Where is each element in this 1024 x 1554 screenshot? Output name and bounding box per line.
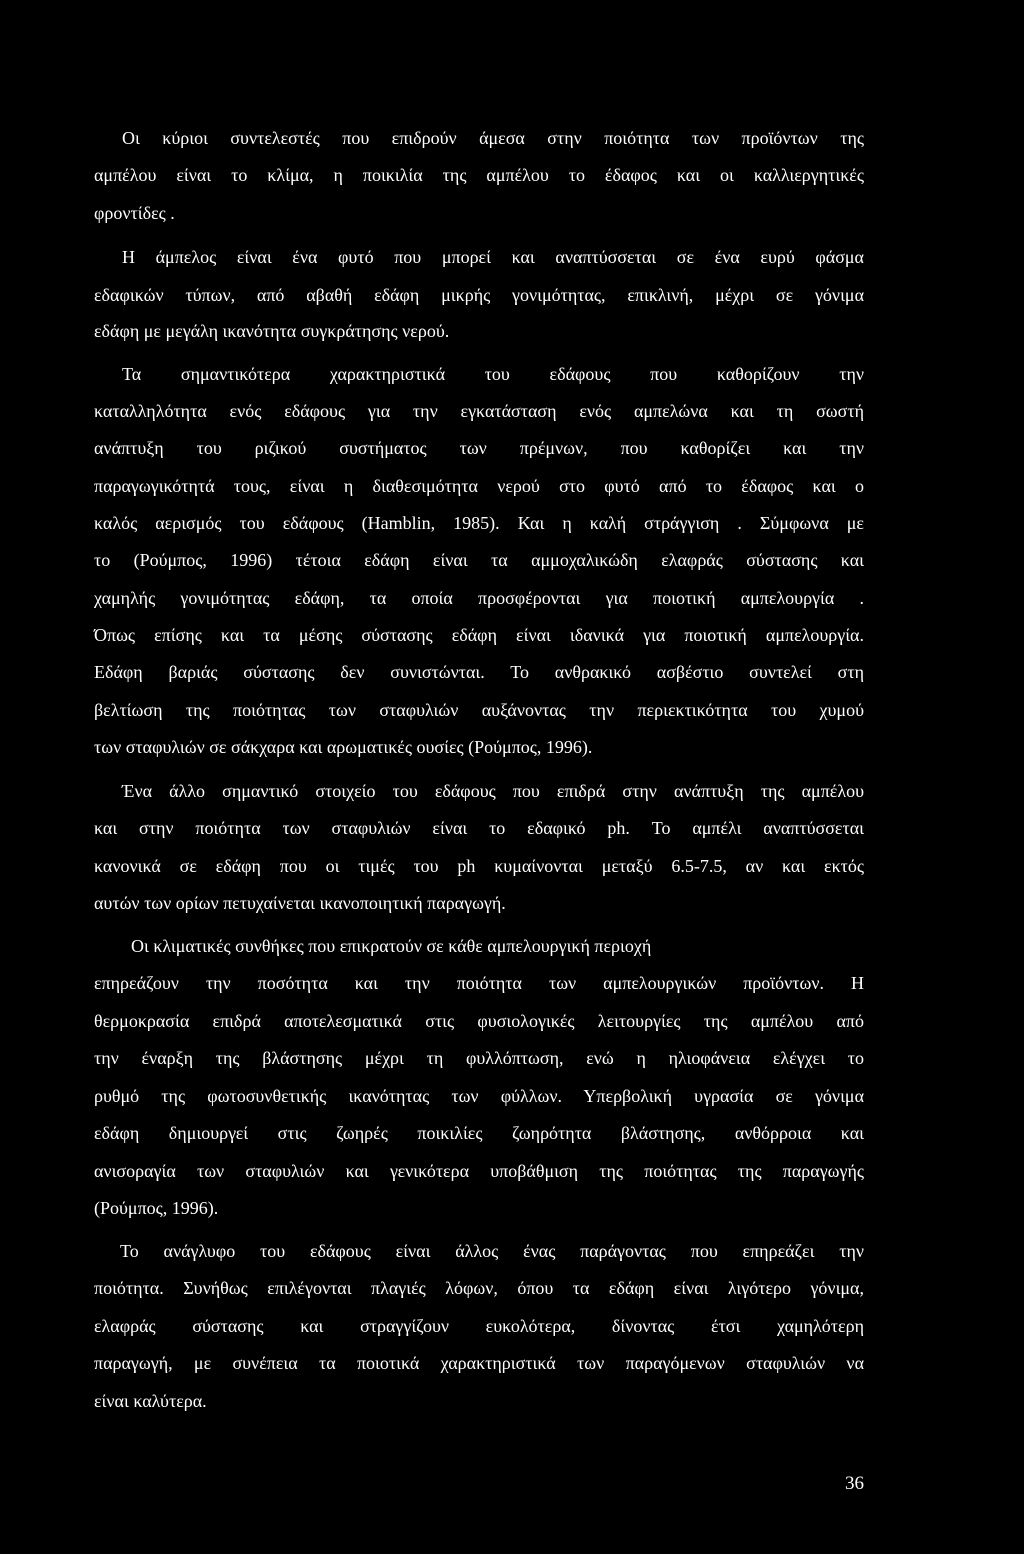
text-line: Οι κλιματικές συνθήκες που επικρατούν σε κάθε αμπελουργική περιοχή xyxy=(131,936,652,956)
text-line: κανονικά σε εδάφη που οι τιμές του ph κυμαίνονται μεταξύ 6.5-7.5, αν και εκτός xyxy=(94,856,864,876)
text-line: Το ανάγλυφο του εδάφους είναι άλλος ένας παράγοντας που επηρεάζει την xyxy=(120,1241,864,1261)
text-line: Ένα άλλο σημαντικό στοιχείο του εδάφους που επιδρά στην ανάπτυξη της αμπέλου xyxy=(122,781,864,801)
text-line: ποιότητα. Συνήθως επιλέγονται πλαγιές λόφων, όπου τα εδάφη είναι λιγότερο γόνιμα, xyxy=(94,1278,864,1298)
text-line: παραγωγή, με συνέπεια τα ποιοτικά χαρακτηριστικά των παραγόμενων σταφυλιών να xyxy=(94,1353,864,1373)
text-line: καταλληλότητα ενός εδάφους για την εγκατάσταση ενός αμπελώνα και τη σωστή xyxy=(94,401,864,421)
text-line: ρυθμό της φωτοσυνθετικής ικανότητας των φύλλων. Υπερβολική υγρασία σε γόνιμα xyxy=(94,1086,864,1106)
text-line: βελτίωση της ποιότητας των σταφυλιών αυξάνοντας την περιεκτικότητα του χυμού xyxy=(94,700,864,720)
text-line: Οι κύριοι συντελεστές που επιδρούν άμεσα στην ποιότητα των προϊόντων της xyxy=(122,128,864,148)
text-line: Τα σημαντικότερα χαρακτηριστικά του εδάφους που καθορίζουν την xyxy=(122,364,864,384)
text-line: φροντίδες . xyxy=(94,203,175,223)
text-line: Όπως επίσης και τα μέσης σύστασης εδάφη είναι ιδανικά για ποιοτική αμπελουργία. xyxy=(94,625,864,645)
text-line: αυτών των ορίων πετυχαίνεται ικανοποιητική παραγωγή. xyxy=(94,893,506,913)
text-line: Εδάφη βαριάς σύστασης δεν συνιστώνται. Το ανθρακικό ασβέστιο συντελεί στη xyxy=(94,662,864,682)
text-line: Η άμπελος είναι ένα φυτό που μπορεί και αναπτύσσεται σε ένα ευρύ φάσμα xyxy=(122,247,864,267)
text-line: είναι καλύτερα. xyxy=(94,1391,207,1411)
text-line: εδαφικών τύπων, από αβαθή εδάφη μικρής γονιμότητας, επικλινή, μέχρι σε γόνιμα xyxy=(94,285,864,305)
text-line: ελαφράς σύστασης και στραγγίζουν ευκολότερα, δίνοντας έτσι χαμηλότερη xyxy=(94,1316,864,1336)
text-line: (Ρούμπος, 1996). xyxy=(94,1198,219,1218)
text-line: εδάφη με μεγάλη ικανότητα συγκράτησης νερού. xyxy=(94,321,450,341)
text-line: παραγωγικότητά τους, είναι η διαθεσιμότητα νερού στο φυτό από το έδαφος και ο xyxy=(94,476,864,496)
text-line: επηρεάζουν την ποσότητα και την ποιότητα των αμπελουργικών προϊόντων. Η xyxy=(94,973,864,993)
page-number: 36 xyxy=(845,1473,864,1494)
text-line: καλός αερισμός του εδάφους (Hamblin, 1985). Και η καλή στράγγιση . Σύμφωνα με xyxy=(94,513,864,533)
text-line: αμπέλου είναι το κλίμα, η ποικιλία της αμπέλου το έδαφος και οι καλλιεργητικές xyxy=(94,165,864,185)
text-line: και στην ποιότητα των σταφυλιών είναι το εδαφικό ph. Το αμπέλι αναπτύσσεται xyxy=(94,818,864,838)
text-line: εδάφη δημιουργεί στις ζωηρές ποικιλίες ζωηρότητα βλάστησης, ανθόρροια και xyxy=(94,1123,864,1143)
text-line: χαμηλής γονιμότητας εδάφη, τα οποία προσφέρονται για ποιοτική αμπελουργία . xyxy=(94,588,864,608)
text-line: θερμοκρασία επιδρά αποτελεσματικά στις φυσιολογικές λειτουργίες της αμπέλου από xyxy=(94,1011,864,1031)
text-line: το (Ρούμπος, 1996) τέτοια εδάφη είναι τα αμμοχαλικώδη ελαφράς σύστασης και xyxy=(94,550,864,570)
text-line: των σταφυλιών σε σάκχαρα και αρωματικές ουσίες (Ρούμπος, 1996). xyxy=(94,737,593,757)
text-line: την έναρξη της βλάστησης μέχρι τη φυλλόπτωση, ενώ η ηλιοφάνεια ελέγχει το xyxy=(94,1048,864,1068)
text-line: ανάπτυξη του ριζικού συστήματος των πρέμνων, που καθορίζει και την xyxy=(94,438,864,458)
text-line: ανισοραγία των σταφυλιών και γενικότερα υποβάθμιση της ποιότητας της παραγωγής xyxy=(94,1161,864,1181)
